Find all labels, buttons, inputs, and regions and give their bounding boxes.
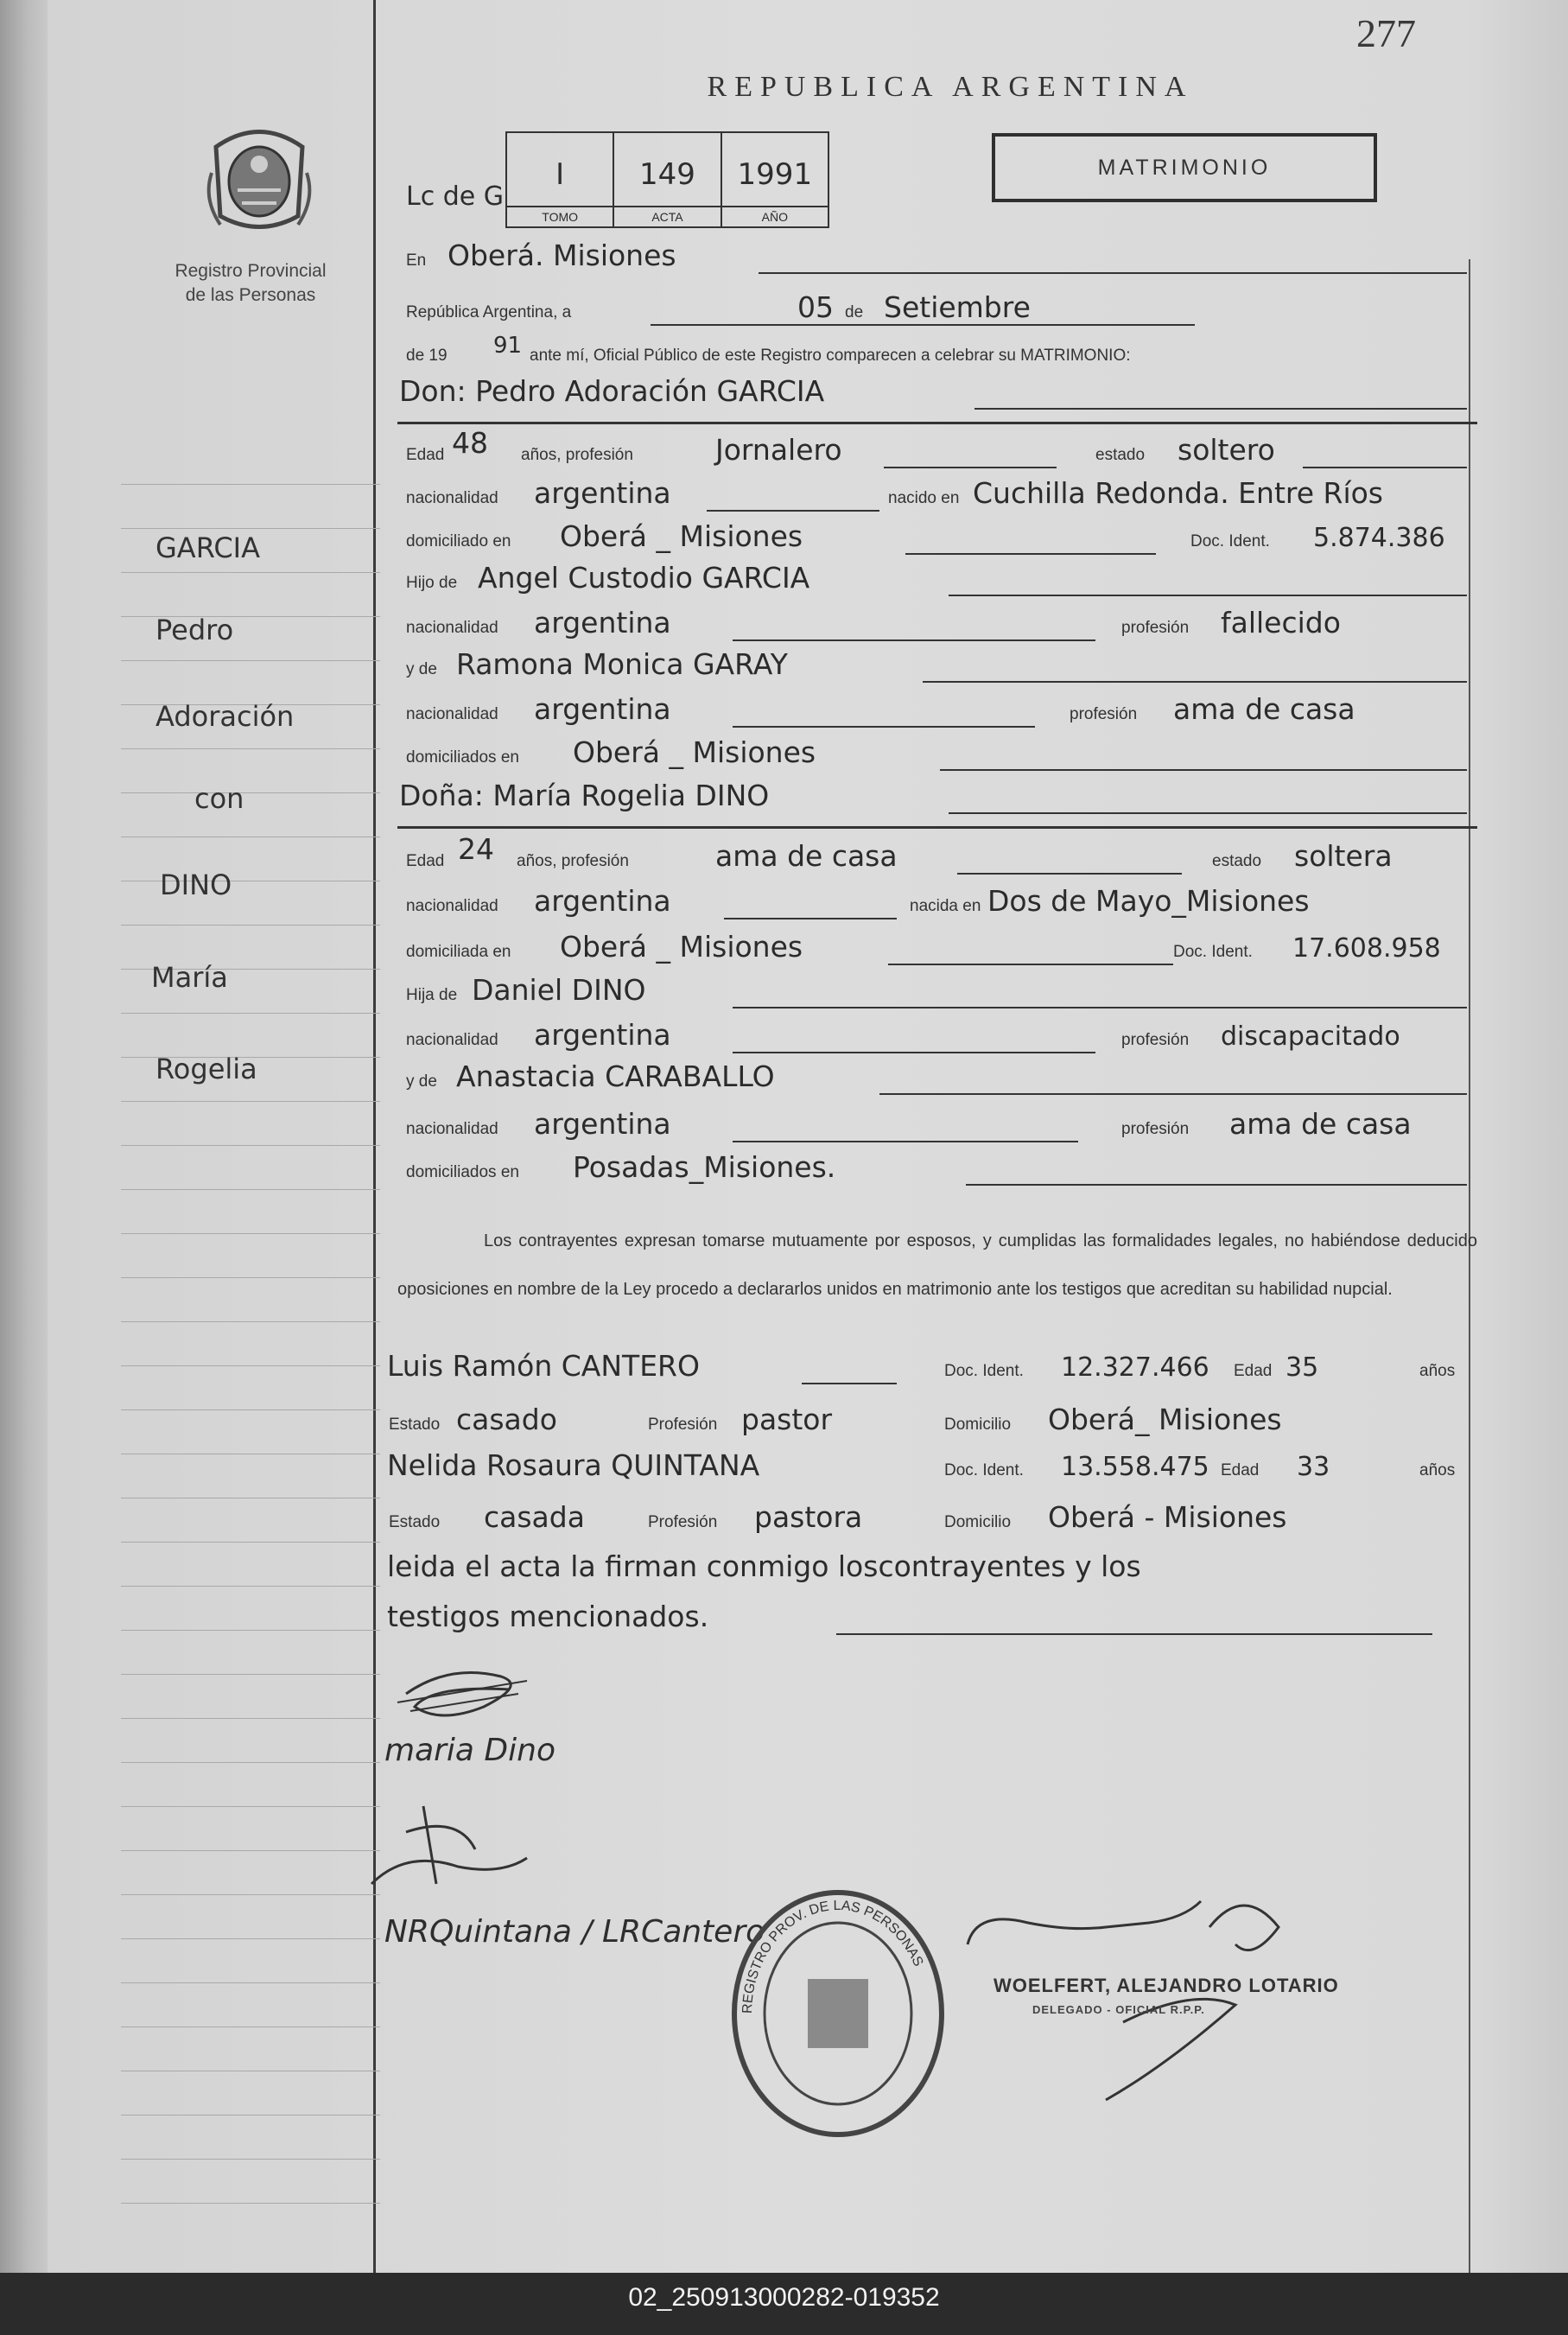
years-label: años, profesión: [517, 852, 629, 870]
year-row: [404, 333, 1476, 372]
age-label: Edad: [406, 852, 445, 870]
father-label: Hijo de: [406, 574, 458, 592]
bride-birthplace: Dos de Mayo_Misiones: [987, 884, 1310, 918]
doc-label: Doc. Ident.: [944, 1461, 1024, 1479]
ano-label: AÑO: [722, 206, 828, 226]
underline: [905, 553, 1156, 555]
underline: [949, 595, 1467, 596]
underline: [1303, 467, 1467, 468]
groom-father-profession: fallecido: [1221, 606, 1341, 639]
groom-nationality: argentina: [534, 476, 671, 510]
underline: [923, 681, 1467, 683]
bride-father-nat-row: [404, 1017, 1476, 1057]
witness2-profession: pastora: [754, 1500, 863, 1534]
groom-parents-domicile-row: [404, 735, 1476, 774]
underline: [949, 812, 1467, 814]
section-divider: [397, 826, 1477, 829]
date-row: [404, 289, 1476, 329]
profession-label: profesión: [1121, 1120, 1190, 1138]
ruled-line: [121, 660, 380, 661]
ruled-line: [121, 1189, 380, 1190]
years-label: años: [1419, 1461, 1456, 1479]
doc-label: Doc. Ident.: [1190, 532, 1270, 550]
witness1-name: Luis Ramón CANTERO: [387, 1349, 700, 1383]
witness2-estado: casada: [484, 1500, 585, 1534]
profession-label: profesión: [1070, 705, 1138, 723]
witness2-name-row: [387, 1447, 1476, 1487]
ruled-line: [121, 1938, 380, 1939]
ruled-line: [121, 1850, 380, 1851]
year-prefix: de 19: [406, 347, 448, 365]
underline: [724, 918, 897, 919]
bride-mother: Anastacia CARABALLO: [456, 1059, 775, 1093]
domicile-label: domiciliados en: [406, 1163, 519, 1181]
bride-age-row: [404, 832, 1476, 878]
official-seal-icon: [726, 1884, 950, 2143]
margin-name: Pedro: [156, 614, 234, 646]
page-number: 277: [1356, 11, 1416, 55]
bride-nationality-row: [404, 883, 1476, 923]
bride-domicile: Oberá _ Misiones: [560, 930, 803, 964]
profession-label: Profesión: [648, 1416, 718, 1434]
mother-label: y de: [406, 1072, 437, 1091]
tomo-cell: [507, 133, 614, 226]
domicile-label: domiciliada en: [406, 943, 511, 961]
officer-name: WOELFERT, ALEJANDRO LOTARIO: [993, 1975, 1339, 1996]
father-label: Hija de: [406, 986, 458, 1004]
bride-signature: maria Dino: [384, 1733, 555, 1768]
bride-father: Daniel DINO: [472, 973, 646, 1007]
underline: [733, 1141, 1078, 1142]
book-binding: [0, 0, 48, 2273]
margin-name: DINO: [160, 868, 232, 901]
age-label: Edad: [1234, 1362, 1273, 1380]
witness1-details-row: [389, 1402, 1476, 1441]
acta-cell: [614, 133, 721, 226]
ruled-line: [121, 1982, 380, 1983]
groom-name: Don: Pedro Adoración GARCIA: [399, 374, 825, 408]
estado-label: Estado: [389, 1416, 441, 1434]
estado-label: estado: [1212, 852, 1262, 870]
margin-name: Rogelia: [156, 1053, 257, 1085]
witness2-name: Nelida Rosaura QUINTANA: [387, 1448, 760, 1482]
date-month: Setiembre: [884, 290, 1031, 324]
record-type-box: MATRIMONIO: [992, 133, 1377, 202]
place-label: En: [406, 251, 427, 270]
groom-domicile-row: [404, 519, 1476, 558]
groom-parents-domicile: Oberá _ Misiones: [573, 735, 816, 769]
witness2-age: 33: [1297, 1452, 1330, 1482]
bride-parents-domicile-row: [404, 1149, 1476, 1189]
underline: [879, 1093, 1467, 1095]
date-de: de: [845, 303, 864, 321]
ruled-line: [121, 748, 380, 749]
ruled-line: [121, 2203, 380, 2204]
ruled-line: [121, 1894, 380, 1895]
ruled-line: [121, 1630, 380, 1631]
nationality-label: nacionalidad: [406, 705, 498, 723]
doc-label: Doc. Ident.: [944, 1362, 1024, 1380]
underline: [733, 1052, 1095, 1053]
bride-mother-profession: ama de casa: [1229, 1107, 1412, 1141]
provincial-emblem-icon: [203, 121, 315, 242]
closing-text-1: leida el acta la firman conmigo loscontrayentes y los: [387, 1549, 1141, 1583]
ruled-line: [121, 1586, 380, 1587]
groom-father-row: [404, 560, 1476, 600]
margin-name: GARCIA: [156, 531, 260, 564]
witness-signature-1: [354, 1797, 544, 1910]
doc-label: Doc. Ident.: [1173, 943, 1253, 961]
groom-estado: soltero: [1178, 433, 1275, 467]
bride-mother-row: [404, 1059, 1476, 1098]
bride-estado: soltera: [1294, 839, 1393, 873]
ruled-line: [121, 572, 380, 573]
born-label: nacida en: [910, 897, 981, 915]
margin-name: María: [151, 961, 228, 994]
witness-signature-2: NRQuintana / LRCantero: [384, 1914, 765, 1950]
date-label: República Argentina, a: [406, 303, 572, 321]
place-row: [404, 238, 1476, 277]
years-label: años: [1419, 1362, 1456, 1380]
appearance-text: ante mí, Oficial Público de este Registro comparecen a celebrar su MATRIMONIO:: [530, 347, 1131, 365]
underline: [884, 467, 1057, 468]
date-day: 05: [797, 290, 834, 324]
tomo-value: I: [555, 157, 565, 192]
groom-mother-row: [404, 646, 1476, 686]
closing-line-1: [387, 1549, 1458, 1588]
groom-age: 48: [452, 426, 488, 460]
registry-label: [130, 259, 371, 308]
domicile-label: domiciliado en: [406, 532, 511, 550]
domicile-label: Domicilio: [944, 1416, 1012, 1434]
ruled-line: [121, 528, 380, 529]
groom-mother-nat-row: [404, 691, 1476, 731]
underline: [957, 873, 1182, 875]
age-label: Edad: [1221, 1461, 1260, 1479]
ruled-line: [121, 1806, 380, 1807]
declaration-paragraph: [397, 1217, 1477, 1314]
groom-mother: Ramona Monica GARAY: [456, 647, 788, 681]
underline: [888, 964, 1173, 965]
witness1-doc: 12.327.466: [1061, 1352, 1209, 1383]
ruled-line: [121, 1674, 380, 1675]
section-divider: [397, 422, 1477, 424]
margin-name: con: [194, 782, 244, 815]
age-label: Edad: [406, 446, 445, 464]
ruled-line: [121, 484, 380, 485]
groom-mother-profession: ama de casa: [1173, 692, 1355, 726]
years-label: años, profesión: [521, 446, 633, 464]
registry-label-line1: Registro Provincial: [175, 261, 327, 281]
bride-name: Doña: María Rogelia DINO: [399, 779, 770, 812]
witness2-domicile: Oberá - Misiones: [1048, 1500, 1287, 1534]
underline: [651, 324, 1195, 326]
ruled-line: [121, 1233, 380, 1234]
ruled-line: [121, 1277, 380, 1278]
ruled-line: [121, 792, 380, 793]
underline: [733, 726, 1035, 728]
underline: [759, 272, 1467, 274]
witness1-estado: casado: [456, 1403, 557, 1436]
groom-domicile: Oberá _ Misiones: [560, 519, 803, 553]
bride-domicile-row: [404, 929, 1476, 969]
ruled-line: [121, 2026, 380, 2027]
bride-father-profession: discapacitado: [1221, 1021, 1400, 1052]
ruled-line: [121, 1762, 380, 1763]
underline: [974, 408, 1467, 410]
seal-text: REGISTRO PROV. DE LAS PERSONAS: [740, 1898, 926, 2014]
nationality-label: nacionalidad: [406, 489, 498, 507]
bride-doc: 17.608.958: [1292, 933, 1441, 964]
document-title: REPUBLICA ARGENTINA: [707, 71, 1194, 103]
declaration-text: Los contrayentes expresan tomarse mutuamente por esposos, y cumplidas las formalidades legales, no habiéndose deducido oposiciones en nombre de la Ley procedo a declararlos unidos en matrimonio ante los testigos que acreditan su habilidad nupcial.: [397, 1231, 1477, 1299]
underline: [802, 1383, 897, 1384]
ruled-line: [121, 1542, 380, 1543]
place-value: Oberá. Misiones: [448, 239, 676, 272]
bride-name-row: [399, 778, 1476, 818]
underline: [966, 1184, 1467, 1186]
estado-label: estado: [1095, 446, 1146, 464]
registry-label-line2: de las Personas: [185, 285, 316, 305]
mother-label: y de: [406, 660, 437, 678]
officer-title: DELEGADO - OFICIAL R.P.P.: [1032, 2003, 1205, 2016]
nationality-label: nacionalidad: [406, 897, 498, 915]
bride-father-nationality: argentina: [534, 1018, 671, 1052]
underline: [836, 1633, 1432, 1635]
tomo-label: TOMO: [507, 206, 613, 226]
book-prefix: Lc de G: [406, 181, 505, 212]
closing-line-2: [387, 1599, 1458, 1638]
witness1-name-row: [387, 1348, 1476, 1388]
ruled-line: [121, 2159, 380, 2160]
bride-father-row: [404, 972, 1476, 1012]
bride-age: 24: [458, 832, 494, 866]
witness1-age: 35: [1286, 1352, 1319, 1383]
nationality-label: nacionalidad: [406, 1031, 498, 1049]
officer-signature: [950, 1893, 1382, 2109]
acta-label: ACTA: [614, 206, 720, 226]
nationality-label: nacionalidad: [406, 619, 498, 637]
ruled-line: [121, 1013, 380, 1014]
book-reference-box: [505, 131, 829, 228]
profession-label: profesión: [1121, 1031, 1190, 1049]
acta-value: 149: [639, 157, 695, 192]
bride-parents-domicile: Posadas_Misiones.: [573, 1150, 836, 1184]
ano-cell: [722, 133, 828, 226]
ruled-line: [121, 1145, 380, 1146]
underline: [733, 639, 1095, 641]
ruled-line: [121, 1365, 380, 1366]
image-caption: 02_250913000282-019352: [628, 2283, 940, 2312]
groom-signature: [380, 1659, 544, 1728]
groom-father: Angel Custodio GARCIA: [478, 561, 810, 595]
groom-doc: 5.874.386: [1313, 523, 1445, 553]
ano-value: 1991: [737, 157, 813, 192]
year-suffix: 91: [493, 333, 523, 359]
groom-mother-nationality: argentina: [534, 692, 671, 726]
ruled-line: [121, 925, 380, 926]
bride-nationality: argentina: [534, 884, 671, 918]
domicile-label: domiciliados en: [406, 748, 519, 767]
bride-mother-nat-row: [404, 1106, 1476, 1146]
ruled-line: [121, 1409, 380, 1410]
witness2-doc: 13.558.475: [1061, 1452, 1209, 1482]
left-margin-line: [373, 0, 376, 2273]
underline: [707, 510, 879, 512]
bride-mother-nationality: argentina: [534, 1107, 671, 1141]
nationality-label: nacionalidad: [406, 1120, 498, 1138]
groom-nationality-row: [404, 475, 1476, 515]
witness1-profession: pastor: [741, 1403, 833, 1436]
underline: [940, 769, 1467, 771]
groom-birthplace: Cuchilla Redonda. Entre Ríos: [973, 476, 1384, 510]
witness2-details-row: [389, 1499, 1476, 1539]
margin-name: Adoración: [156, 700, 295, 733]
groom-name-row: [399, 373, 1476, 413]
estado-label: Estado: [389, 1513, 441, 1531]
closing-text-2: testigos mencionados.: [387, 1600, 709, 1633]
domicile-label: Domicilio: [944, 1513, 1012, 1531]
born-label: nacido en: [888, 489, 960, 507]
profession-label: profesión: [1121, 619, 1190, 637]
underline: [733, 1007, 1467, 1008]
profession-label: Profesión: [648, 1513, 718, 1531]
ruled-line: [121, 1101, 380, 1102]
witness1-domicile: Oberá_ Misiones: [1048, 1403, 1282, 1436]
groom-father-nat-row: [404, 605, 1476, 645]
ruled-line: [121, 1718, 380, 1719]
groom-father-nationality: argentina: [534, 606, 671, 639]
ruled-line: [121, 1321, 380, 1322]
groom-profession: Jornalero: [715, 433, 842, 467]
groom-age-row: [404, 426, 1476, 472]
bride-profession: ama de casa: [715, 839, 898, 873]
